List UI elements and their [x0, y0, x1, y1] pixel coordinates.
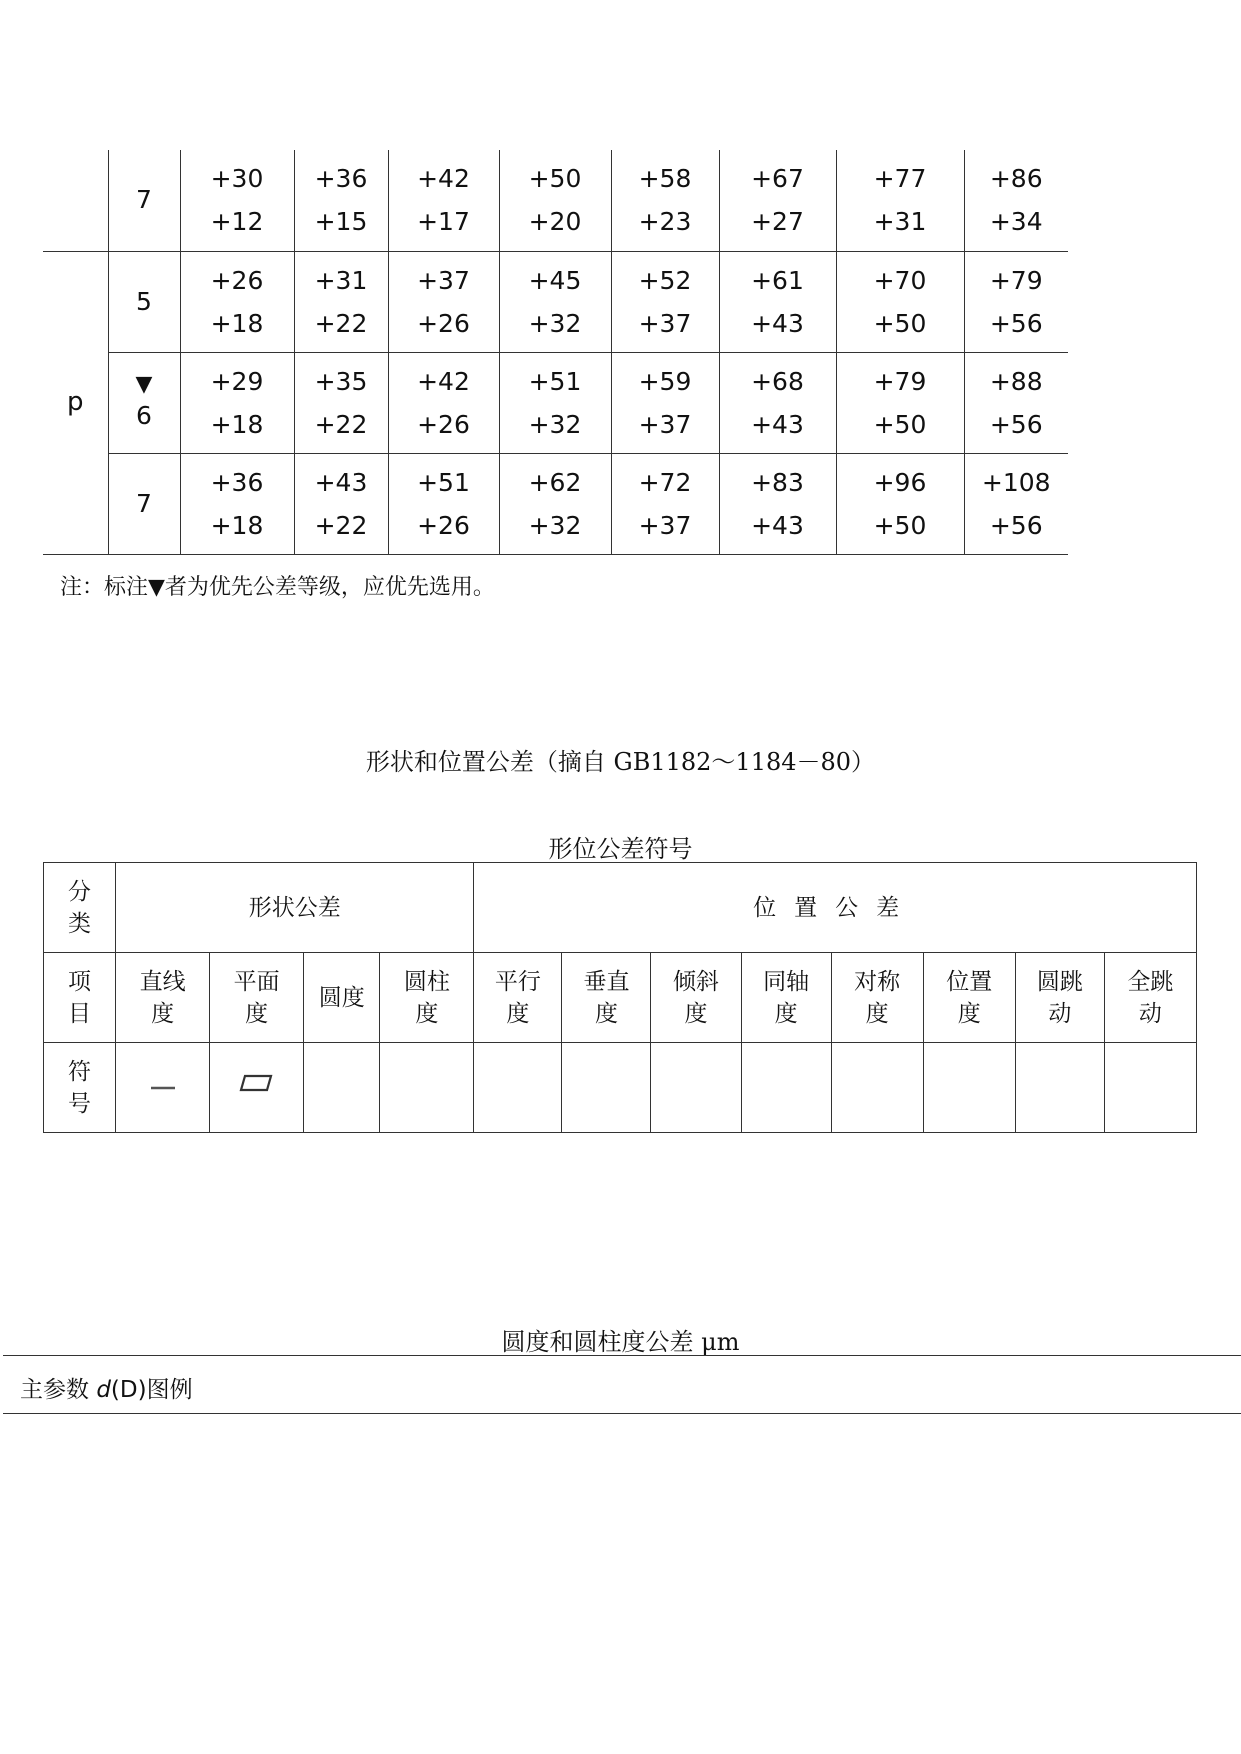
tolerance-symbol-cell	[380, 1043, 474, 1133]
deviation-cell	[719, 150, 836, 251]
deviation-cell	[964, 453, 1068, 554]
lower-deviation: +23	[638, 207, 692, 237]
tolerance-item-name: 对称度	[854, 968, 901, 1027]
deviation-cell	[719, 352, 836, 453]
deviation-cell	[180, 251, 294, 352]
upper-deviation: +51	[528, 366, 582, 396]
lower-deviation: +15	[314, 207, 368, 237]
deviation-cell	[180, 150, 294, 251]
lower-deviation: +18	[210, 510, 264, 540]
deviation-cell	[388, 150, 499, 251]
lower-deviation: +18	[210, 308, 264, 338]
upper-deviation: +37	[417, 265, 470, 295]
lower-deviation: +50	[873, 308, 927, 338]
deviation-cell	[836, 453, 964, 554]
deviation-cell	[388, 453, 499, 554]
param-suffix: 图例	[146, 1377, 193, 1403]
lower-deviation: +32	[528, 308, 582, 338]
tolerance-symbol-cell	[831, 1043, 923, 1133]
category-label: 分类	[68, 878, 92, 937]
lower-deviation: +37	[638, 510, 692, 540]
tolerance-grade-cell	[108, 453, 180, 554]
lower-deviation: +32	[528, 409, 582, 439]
upper-deviation: +62	[528, 467, 582, 497]
deviation-cell	[611, 352, 719, 453]
tolerance-grade-cell	[108, 150, 180, 251]
tolerance-symbol-cell	[651, 1043, 741, 1133]
category-label-cell	[44, 863, 116, 953]
tolerance-item-name: 圆度	[318, 984, 365, 1011]
tolerance-item-cell	[831, 953, 923, 1043]
tolerance-item-cell	[304, 953, 380, 1043]
tolerance-grade: 5	[136, 286, 152, 316]
lower-deviation: +26	[417, 409, 470, 439]
tolerance-grade-cell	[108, 251, 180, 352]
lower-deviation: +31	[873, 207, 927, 237]
lower-deviation: +37	[638, 308, 692, 338]
lower-deviation: +56	[989, 308, 1043, 338]
lower-deviation: +34	[989, 207, 1043, 237]
deviation-cell	[836, 352, 964, 453]
upper-deviation: +26	[210, 265, 264, 295]
tolerance-item-name: 平行度	[494, 968, 541, 1027]
param-paren: (D)	[110, 1377, 147, 1403]
deviation-cell	[180, 352, 294, 453]
tolerance-item-cell	[1104, 953, 1196, 1043]
tolerance-item-name: 圆柱度	[403, 968, 450, 1027]
tolerance-symbol-cell	[1015, 1043, 1104, 1133]
lower-deviation: +50	[873, 409, 927, 439]
lower-deviation: +20	[528, 207, 582, 237]
deviation-cell	[719, 453, 836, 554]
tolerance-symbol-table	[43, 862, 1197, 1133]
upper-deviation: +36	[210, 467, 264, 497]
upper-deviation: +96	[873, 467, 927, 497]
tolerance-symbol-cell	[210, 1043, 304, 1133]
tolerance-grade: 7	[136, 185, 152, 215]
upper-deviation: +29	[210, 366, 264, 396]
upper-deviation: +108	[981, 467, 1051, 497]
preferred-marker-icon: ▼	[135, 371, 153, 397]
deviation-cell	[499, 251, 611, 352]
tolerance-item-cell	[562, 953, 651, 1043]
bottom-rule	[3, 1413, 1241, 1414]
lower-deviation: +26	[417, 510, 470, 540]
deviation-cell	[611, 150, 719, 251]
upper-deviation: +79	[989, 265, 1043, 295]
upper-deviation: +70	[873, 265, 927, 295]
form-tolerance-label: 形状公差	[248, 894, 341, 921]
symbol-cell-empty	[43, 150, 108, 251]
lower-deviation: +12	[210, 207, 264, 237]
tolerance-item-cell	[923, 953, 1015, 1043]
upper-deviation: +31	[314, 265, 368, 295]
tolerance-symbol-cell	[562, 1043, 651, 1133]
deviation-cell	[964, 150, 1068, 251]
tolerance-item-cell	[380, 953, 474, 1043]
deviation-cell	[836, 251, 964, 352]
upper-deviation: +35	[314, 366, 368, 396]
lower-deviation: +43	[751, 308, 804, 338]
item-label: 项目	[68, 968, 92, 1027]
tolerance-item-cell	[651, 953, 741, 1043]
deviation-cell	[294, 251, 388, 352]
deviation-cell	[180, 453, 294, 554]
symbol-row	[44, 1043, 1197, 1133]
tolerance-row	[43, 352, 1068, 453]
lower-deviation: +22	[314, 510, 368, 540]
tolerance-item-name: 直线度	[139, 968, 186, 1027]
upper-deviation: +59	[638, 366, 692, 396]
lower-deviation: +17	[417, 207, 470, 237]
deviation-cell	[294, 150, 388, 251]
tolerance-symbol-cell	[1104, 1043, 1196, 1133]
tolerance-item-name: 圆跳动	[1036, 968, 1083, 1027]
item-row	[44, 953, 1197, 1043]
lower-deviation: +43	[751, 510, 804, 540]
deviation-cell	[499, 453, 611, 554]
tolerance-item-cell	[741, 953, 831, 1043]
symbol-label: 符号	[68, 1058, 92, 1117]
form-tolerance-header	[116, 863, 474, 953]
position-tolerance-label: 位置公差	[753, 894, 918, 921]
tolerance-item-name: 同轴度	[763, 968, 810, 1027]
tolerance-row	[43, 453, 1068, 554]
tolerance-grade: 7	[136, 488, 152, 518]
deviation-cell	[499, 150, 611, 251]
tolerance-item-cell	[1015, 953, 1104, 1043]
lower-deviation: +18	[210, 409, 264, 439]
upper-deviation: +67	[751, 164, 804, 194]
upper-deviation: +58	[638, 164, 692, 194]
tolerance-symbol-cell	[741, 1043, 831, 1133]
position-tolerance-header	[474, 863, 1197, 953]
tolerance-row	[43, 150, 1068, 251]
symbols-table-title: 形位公差符号	[548, 835, 693, 863]
lower-deviation: +43	[751, 409, 804, 439]
upper-deviation: +88	[989, 366, 1043, 396]
tolerance-item-name: 平面度	[233, 968, 280, 1027]
upper-deviation: +43	[314, 467, 368, 497]
deviation-cell	[294, 352, 388, 453]
fit-tolerance-table	[43, 150, 1068, 555]
deviation-cell	[611, 251, 719, 352]
upper-deviation: +86	[989, 164, 1043, 194]
upper-deviation: +42	[417, 164, 470, 194]
lower-deviation: +26	[417, 308, 470, 338]
deviation-cell	[611, 453, 719, 554]
tolerance-grade-cell	[108, 352, 180, 453]
straightness-icon	[143, 1068, 183, 1098]
deviation-cell	[388, 352, 499, 453]
symbol-label-cell	[44, 1043, 116, 1133]
upper-deviation: +68	[751, 366, 804, 396]
preferred-grade-note: 注：标注▼者为优先公差等级，应优先选用。	[60, 575, 495, 600]
upper-deviation: +72	[638, 467, 692, 497]
upper-deviation: +61	[751, 265, 804, 295]
lower-deviation: +50	[873, 510, 927, 540]
tolerance-item-name: 位置度	[946, 968, 993, 1027]
lower-deviation: +22	[314, 308, 368, 338]
tolerance-item-name: 垂直度	[583, 968, 630, 1027]
lower-deviation: +56	[989, 510, 1043, 540]
tolerance-item-cell	[210, 953, 304, 1043]
tolerance-item-cell	[116, 953, 210, 1043]
lower-deviation: +32	[528, 510, 582, 540]
category-row	[44, 863, 1197, 953]
upper-deviation: +79	[873, 366, 927, 396]
param-symbol: d	[96, 1377, 111, 1403]
lower-deviation: +22	[314, 409, 368, 439]
upper-deviation: +30	[210, 164, 264, 194]
top-rule	[3, 1355, 1241, 1356]
upper-deviation: +36	[314, 164, 368, 194]
lower-deviation: +27	[751, 207, 804, 237]
tolerance-item-name: 全跳动	[1127, 968, 1174, 1027]
item-label-cell	[44, 953, 116, 1043]
tolerance-grade: 6	[136, 400, 152, 430]
tolerance-symbol-cell	[923, 1043, 1015, 1133]
upper-deviation: +50	[528, 164, 582, 194]
roundness-title: 圆度和圆柱度公差 μm	[501, 1328, 740, 1356]
upper-deviation: +42	[417, 366, 470, 396]
tolerance-item-cell	[474, 953, 562, 1043]
tolerance-symbol-cell	[474, 1043, 562, 1133]
deviation-cell	[294, 453, 388, 554]
deviation-cell	[964, 251, 1068, 352]
param-prefix: 主参数	[20, 1377, 97, 1403]
upper-deviation: +45	[528, 265, 582, 295]
tolerance-symbol-cell	[304, 1043, 380, 1133]
main-parameter-label	[20, 1371, 193, 1404]
lower-deviation: +56	[989, 409, 1043, 439]
upper-deviation: +83	[751, 467, 804, 497]
upper-deviation: +51	[417, 467, 470, 497]
deviation-cell	[836, 150, 964, 251]
tolerance-symbol-cell	[116, 1043, 210, 1133]
upper-deviation: +77	[873, 164, 927, 194]
upper-deviation: +52	[638, 265, 692, 295]
lower-deviation: +37	[638, 409, 692, 439]
form-position-title: 形状和位置公差（摘自 GB1182～1184－80）	[365, 748, 876, 776]
deviation-cell	[499, 352, 611, 453]
flatness-icon	[235, 1068, 279, 1098]
deviation-cell	[388, 251, 499, 352]
tolerance-row	[43, 251, 1068, 352]
fundamental-deviation-symbol: p	[43, 251, 108, 554]
tolerance-item-name: 倾斜度	[673, 968, 720, 1027]
deviation-cell	[964, 352, 1068, 453]
deviation-cell	[719, 251, 836, 352]
